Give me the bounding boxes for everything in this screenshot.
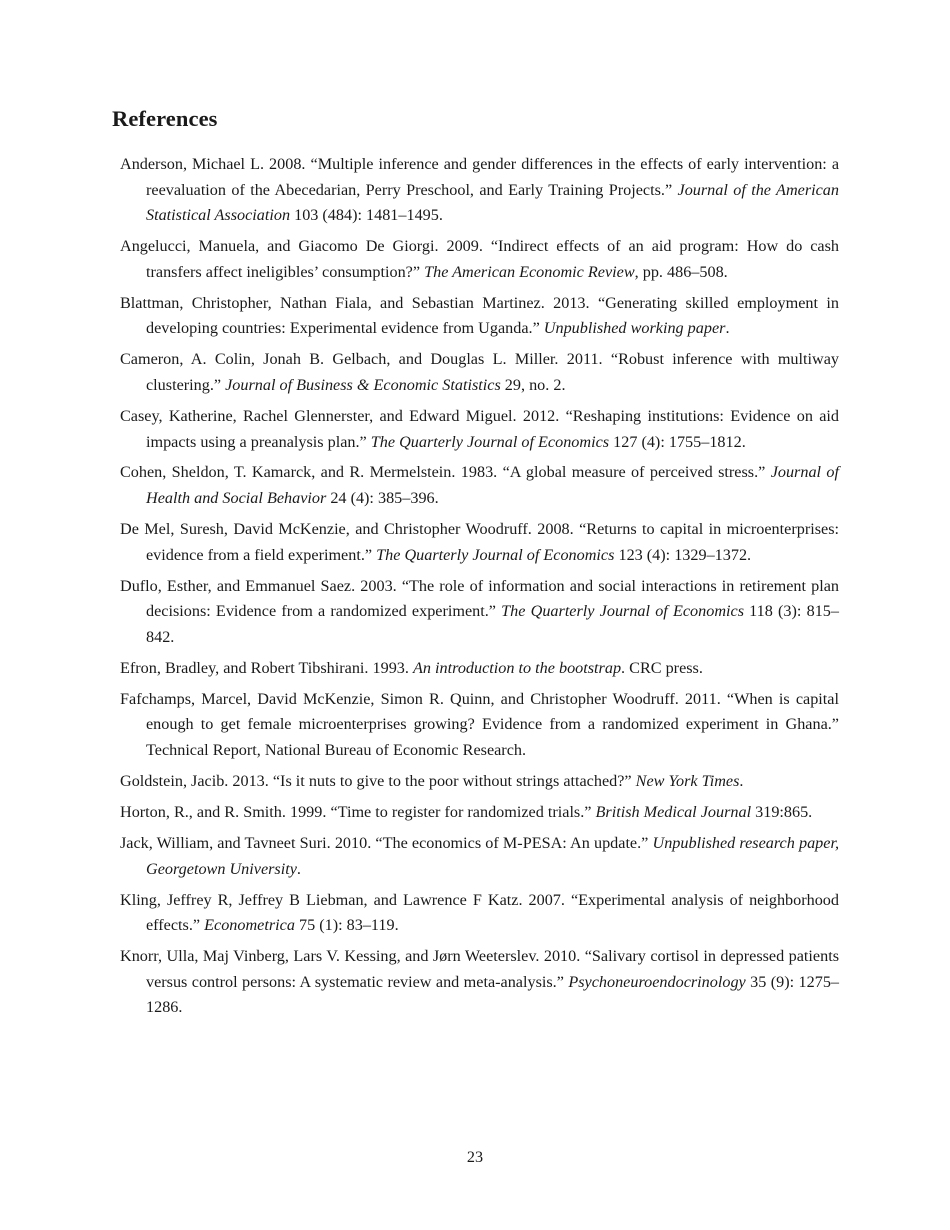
reference-venue: Econometrica	[204, 916, 295, 935]
reference-item	[120, 234, 839, 285]
reference-venue: The American Economic Review	[424, 262, 635, 281]
reference-venue: Unpublished working paper	[543, 319, 726, 338]
reference-venue: British Medical Journal	[595, 802, 752, 821]
reference-text: Cameron, A. Colin, Jonah B. Gelbach, and Douglas L. Miller. 2011. “Robust inference with multiway clustering.”	[120, 350, 839, 394]
reference-details: 319:865.	[751, 802, 813, 821]
reference-venue: The Quarterly Journal of Economics	[501, 602, 744, 621]
reference-venue: Journal of the American Statistical Association	[146, 180, 839, 225]
reference-item	[120, 888, 839, 939]
reference-item	[120, 404, 839, 455]
reference-venue: An introduction to the bootstrap	[413, 658, 622, 677]
reference-text: Angelucci, Manuela, and Giacomo De Giorgi. 2009. “Indirect effects of an aid program: How do cash transfers affect ineligibles’ consumption?”	[120, 237, 839, 281]
reference-details: , pp. 486–508.	[634, 262, 728, 281]
reference-details: 24 (4): 385–396.	[326, 489, 439, 508]
reference-item	[120, 291, 839, 342]
reference-venue: Psychoneuroendocrinology	[568, 972, 746, 991]
reference-text: Casey, Katherine, Rachel Glennerster, and Edward Miguel. 2012. “Reshaping institutions: Evidence on aid impacts using a preanalysis plan.”	[120, 406, 839, 451]
reference-details: 123 (4): 1329–1372.	[614, 545, 752, 564]
reference-details: .	[296, 859, 301, 878]
reference-list	[120, 152, 839, 1026]
reference-details: . CRC press.	[621, 658, 703, 677]
reference-text: Blattman, Christopher, Nathan Fiala, and Sebastian Martinez. 2013. “Generating skilled employment in developing countries: Experimental evidence from Uganda.”	[120, 293, 839, 338]
reference-text: Horton, R., and R. Smith. 1999. “Time to register for randomized trials.”	[120, 802, 596, 821]
reference-item	[120, 517, 839, 568]
reference-item	[120, 944, 839, 1021]
reference-details: 75 (1): 83–119.	[294, 916, 399, 935]
page-number: 23	[466, 1148, 484, 1166]
reference-details: 127 (4): 1755–1812.	[609, 432, 746, 451]
reference-venue: New York Times	[635, 771, 740, 790]
reference-text: Jack, William, and Tavneet Suri. 2010. “The economics of M-PESA: An update.”	[120, 833, 653, 852]
references-heading: References	[112, 106, 218, 131]
reference-item	[120, 769, 839, 795]
reference-text: Fafchamps, Marcel, David McKenzie, Simon R. Quinn, and Christopher Woodruff. 2011. “When is capital enough to get female microenterprises growing? Evidence from a randomized experiment in Ghana.” Technical Report, National Bureau of Economic Research.	[120, 689, 839, 759]
reference-item	[120, 656, 839, 682]
reference-text: De Mel, Suresh, David McKenzie, and Christopher Woodruff. 2008. “Returns to capital in microenterprises: evidence from a field experiment.”	[120, 520, 839, 564]
reference-item	[120, 574, 839, 651]
reference-item	[120, 347, 839, 398]
reference-venue: Journal of Health and Social Behavior	[146, 463, 839, 508]
reference-venue: Unpublished research paper, Georgetown University	[146, 833, 840, 878]
reference-text: Cohen, Sheldon, T. Kamarck, and R. Mermelstein. 1983. “A global measure of perceived stress.”	[120, 463, 771, 482]
reference-details: 29, no. 2.	[500, 375, 566, 394]
reference-text: Goldstein, Jacib. 2013. “Is it nuts to give to the poor without strings attached?”	[120, 771, 636, 790]
reference-details: 118 (3): 815–842.	[146, 602, 839, 646]
reference-text: Efron, Bradley, and Robert Tibshirani. 1993.	[120, 658, 413, 677]
reference-item	[120, 800, 839, 826]
reference-text: Kling, Jeffrey R, Jeffrey B Liebman, and Lawrence F Katz. 2007. “Experimental analysis of neighborhood effects.”	[120, 890, 839, 935]
reference-text: Anderson, Michael L. 2008. “Multiple inference and gender differences in the effects of early intervention: a reevaluation of the Abecedarian, Perry Preschool, and Early Training Projects.”	[120, 155, 839, 199]
reference-item	[120, 152, 839, 229]
reference-venue: The Quarterly Journal of Economics	[370, 432, 610, 451]
reference-item	[120, 687, 839, 764]
reference-details: 35 (9): 1275–1286.	[146, 972, 840, 1017]
reference-venue: Journal of Business & Economic Statistics	[225, 375, 501, 394]
reference-text: Knorr, Ulla, Maj Vinberg, Lars V. Kessing, and Jørn Weeterslev. 2010. “Salivary cortisol in depressed patients versus control persons: A systematic review and meta-analysis.”	[120, 947, 839, 991]
reference-details: .	[739, 771, 744, 790]
reference-details: 103 (484): 1481–1495.	[290, 206, 443, 225]
reference-venue: The Quarterly Journal of Economics	[376, 545, 615, 564]
reference-text: Duflo, Esther, and Emmanuel Saez. 2003. “The role of information and social interactions in retirement plan decisions: Evidence from a randomized experiment.”	[120, 576, 839, 621]
reference-item	[120, 460, 839, 511]
reference-details: .	[725, 319, 730, 338]
reference-item	[120, 831, 839, 882]
